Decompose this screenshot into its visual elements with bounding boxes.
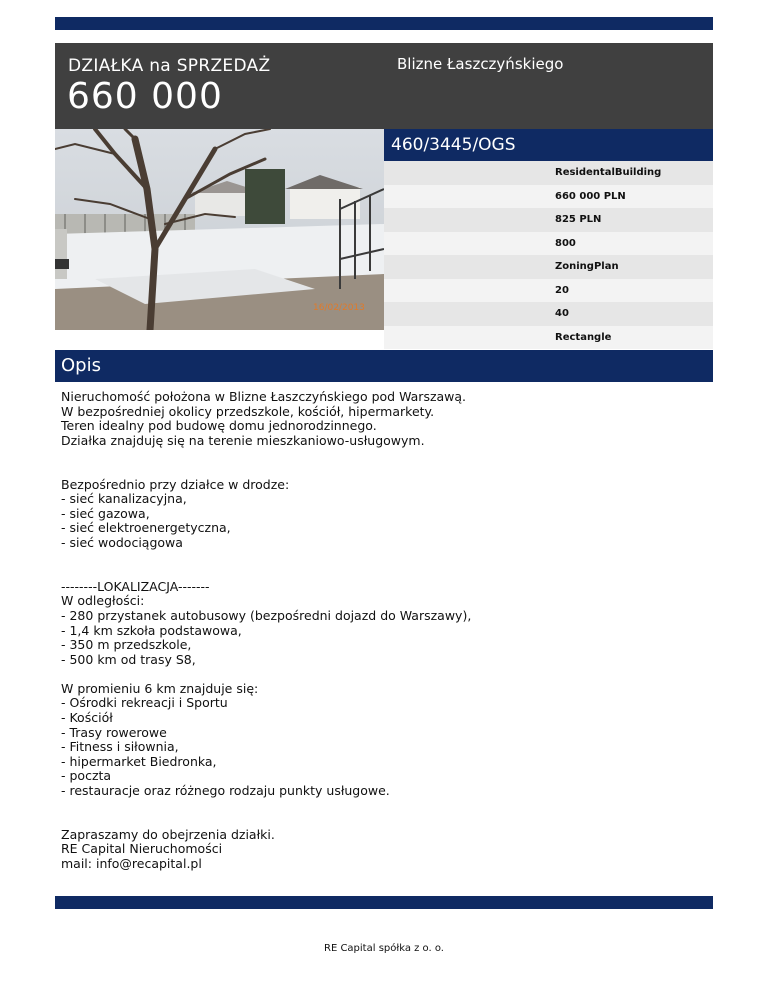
- property-row: [384, 326, 713, 350]
- property-value: ResidentalBuilding: [555, 167, 662, 178]
- listing-type: DZIAŁKA na SPRZEDAŻ: [68, 56, 271, 76]
- property-row: [384, 208, 713, 232]
- property-value: 660 000 PLN: [555, 190, 626, 202]
- property-row: [384, 161, 713, 185]
- listing-reference: 460/3445/OGS: [391, 135, 516, 155]
- photo-date-stamp: 16/02/2013: [313, 303, 365, 313]
- top-accent-bar: [55, 17, 713, 30]
- property-row: [384, 185, 713, 209]
- property-value: 40: [555, 308, 569, 319]
- property-table: [384, 161, 713, 349]
- property-value: 20: [555, 284, 569, 296]
- bottom-accent-bar: [55, 896, 713, 909]
- property-value: 825 PLN: [555, 214, 602, 225]
- listing-location: Blizne Łaszczyńskiego: [397, 55, 564, 73]
- property-row: [384, 302, 713, 326]
- property-value: ZoningPlan: [555, 261, 619, 272]
- property-row: [384, 232, 713, 256]
- description-heading: Opis: [61, 355, 101, 376]
- reference-bar: [384, 129, 713, 161]
- property-value: 800: [555, 237, 576, 249]
- property-row: [384, 279, 713, 303]
- listing-price: 660 000: [67, 76, 223, 117]
- listing-header: [55, 43, 713, 129]
- description-text: Nieruchomość położona w Blizne Łaszczyńskiego pod Warszawą. W bezpośredniej okolicy przedszkole, kościół, hipermarkety. Teren idealny pod budowę domu jednorodzinnego. Działka znajduję się na terenie mieszkaniowo-usługowym. Bezpośrednio przy działce w drodze: - sieć kanalizacyjna, - sieć gazowa, - sieć elektroenergetyczna, - sieć wodociągowa --------LOKALIZACJA------- W odległości: - 280 przystanek autobusowy (bezpośredni dojazd do Warszawy), - 1,4 km szkoła podstawowa, - 350 m przedszkole, - 500 km od trasy S8, W promieniu 6 km znajduje się: - Ośrodki rekreacji i Sportu - Kościół - Trasy rowerowe - Fitness i siłownia, - hipermarket Biedronka, - poczta - restauracje oraz różnego rodzaju punkty usługowe. Zapraszamy do obejrzenia działki. RE Capital Nieruchomości mail: info@recapital.pl: [61, 389, 472, 871]
- description-heading-bar: [55, 350, 713, 382]
- property-photo: [55, 129, 384, 330]
- footer-company: RE Capital spółka z o. o.: [324, 943, 444, 954]
- property-row: [384, 255, 713, 279]
- property-value: Rectangle: [555, 331, 612, 343]
